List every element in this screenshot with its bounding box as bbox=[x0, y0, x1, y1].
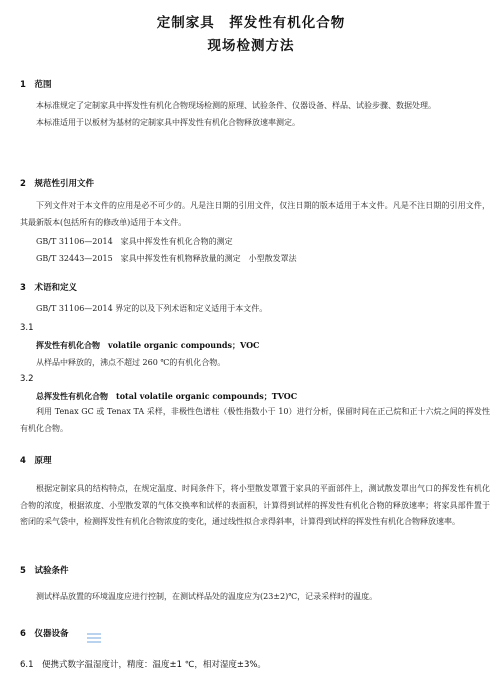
section-5-heading: 5 试验条件 bbox=[20, 566, 69, 576]
section-6-heading: 6 仪器设备 bbox=[20, 629, 69, 639]
section-5-paragraph-1: 测试样品放置的环境温度应进行控制，在测试样品处的温度应为(23±2)℃，记录采样时的温度。 bbox=[36, 592, 378, 601]
term-3-1-name: 挥发性有机化合物 volatile organic compounds；VOC bbox=[36, 340, 260, 350]
item-6-1-text: 便携式数字温湿度计，精度：温度±1 ℃，相对湿度±3%。 bbox=[42, 660, 266, 670]
term-3-2-number: 3.2 bbox=[20, 374, 34, 384]
term-3-2-definition-block bbox=[20, 404, 490, 437]
term-3-2-definition: 利用 Tenax GC 或 Tenax TA 采样，非极性色谱柱（极性指数小于 10）进行分析，保留时间在正己烷和正十六烷之间的挥发性有机化合物。 bbox=[20, 407, 490, 433]
section-1-paragraph-2: 本标准适用于以板材为基材的定制家具中挥发性有机化合物释放速率测定。 bbox=[36, 117, 300, 127]
document-title-line1: 定制家具 挥发性有机化合物 bbox=[156, 15, 346, 31]
watermark-icon bbox=[87, 632, 101, 644]
section-1-body bbox=[20, 98, 490, 131]
section-2-body bbox=[20, 198, 490, 231]
section-4-paragraph-1: 根据定制家具的结构特点，在规定温度、时间条件下，将小型散发罩置于家具的平面部件上，测试散发罩出气口的挥发性有机化合物的浓度，根据浓度、小型散发罩的气体交换率和试样的表面积，计算得到试样的挥发性有机化合物的释放速率；将家具部件置于密闭的采气袋中，检测挥发性有机化合物浓度的变化，通过线性拟合求得斜率，计算得到试样的挥发性有机化合物释放速率。 bbox=[20, 484, 490, 526]
section-2-paragraph-1: 下列文件对于本文件的应用是必不可少的。凡是注日期的引用文件，仅注日期的版本适用于本文件。凡是不注日期的引用文件，其最新版本(包括所有的修改单)适用于本文件。 bbox=[20, 201, 490, 227]
section-3-paragraph-1: GB/T 31106—2014 界定的以及下列术语和定义适用于本文件。 bbox=[36, 304, 268, 313]
term-3-2-name: 总挥发性有机化合物 total volatile organic compounds；TVOC bbox=[36, 391, 298, 401]
section-1-heading: 1 范围 bbox=[20, 80, 52, 90]
item-6-1-number: 6.1 bbox=[20, 660, 34, 670]
reference-2: GB/T 32443—2015 家具中挥发性有机物释放量的测定 小型散发罩法 bbox=[36, 254, 297, 263]
section-4-heading: 4 原理 bbox=[20, 456, 52, 466]
section-1-paragraph-1: 本标准规定了定制家具中挥发性有机化合物现场检测的原理、试验条件、仪器设备、样品、试验步骤、数据处理。 bbox=[36, 101, 436, 110]
section-2-heading: 2 规范性引用文件 bbox=[20, 179, 94, 189]
section-4-body bbox=[20, 481, 490, 531]
term-3-1-definition: 从样品中释放的，沸点不超过 260 ℃的有机化合物。 bbox=[36, 358, 226, 367]
term-3-1-number: 3.1 bbox=[20, 323, 34, 333]
section-3-heading: 3 术语和定义 bbox=[20, 283, 77, 293]
document-title-line2: 现场检测方法 bbox=[207, 38, 295, 54]
reference-1: GB/T 31106—2014 家具中挥发性有机化合物的测定 bbox=[36, 237, 233, 246]
item-6-1 bbox=[20, 658, 266, 670]
